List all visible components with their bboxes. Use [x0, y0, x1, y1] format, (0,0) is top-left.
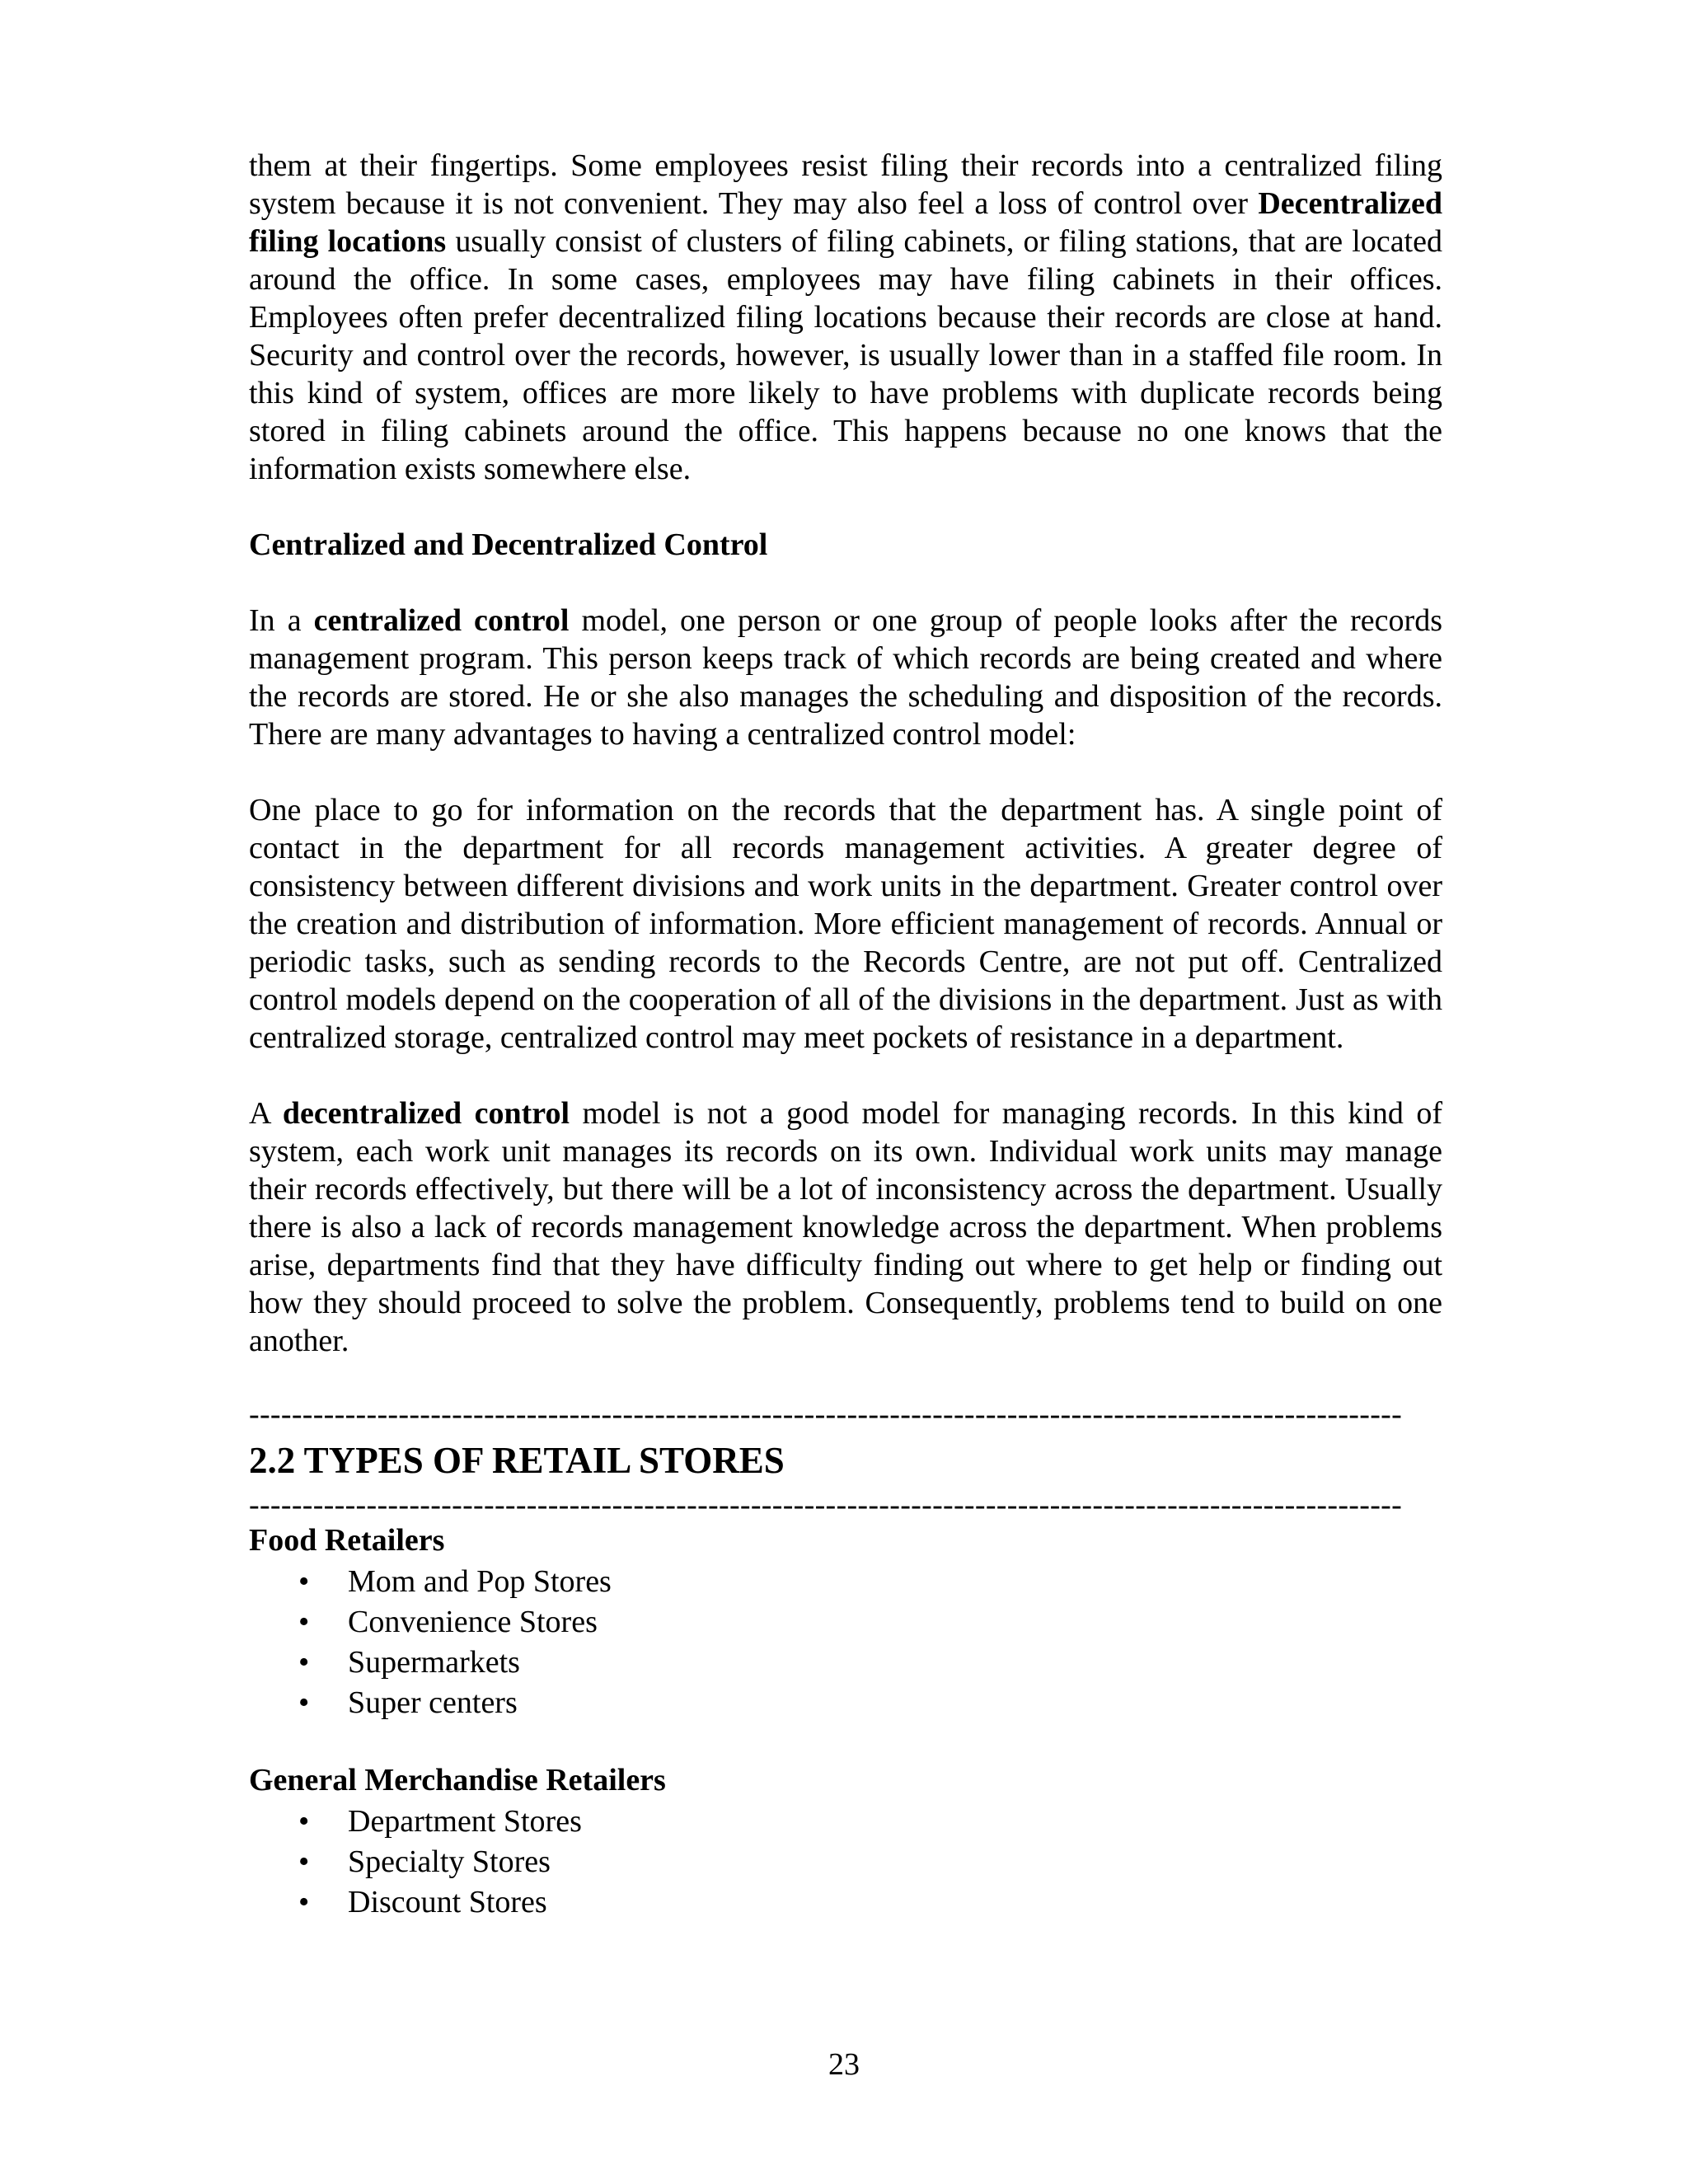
decentralized-text-a: A [249, 1096, 283, 1131]
bullet-icon: • [298, 1564, 310, 1599]
list-item [249, 1602, 1442, 1643]
centralized-text-a: In a [249, 603, 314, 638]
list-item [249, 1683, 1442, 1723]
list-item-text: Convenience Stores [348, 1605, 598, 1639]
advantages-paragraph: One place to go for information on the records that the department has. A single point of contact in the department for all records management activities. A greater degree of consistency between different divisions and work units in the department. Greater control over the creation and distribution of information. More efficient management of records. Annual or periodic tasks, such as sending records to the Records Centre, are not put off. Centralized control models depend on the cooperation of all of the divisions in the department. Just as with centralized storage, centralized control may meet pockets of resistance in a department. [249, 793, 1442, 1055]
page-number: 23 [828, 2047, 860, 2082]
bullet-icon: • [298, 1605, 310, 1639]
food-retailers-list [249, 1562, 1442, 1723]
list-item-text: Specialty Stores [348, 1844, 551, 1879]
bullet-icon: • [298, 1645, 310, 1680]
decentralized-text-b: model is not a good model for managing records. In this kind of system, each work unit manages its records on its own. Individual work units may manage their records effectively, but there will be a lot of inconsistency across the department. Usually there is also a lack of records management knowledge across the department. When problems arise, departments find that they have difficulty finding out where to get help or finding out how they should proceed to solve the problem. Consequently, problems tend to build on one another. [249, 1096, 1442, 1358]
general-merchandise-block [249, 1761, 1442, 1923]
list-item [249, 1643, 1442, 1683]
list-item [249, 1802, 1442, 1842]
list-item [249, 1842, 1442, 1882]
general-merchandise-title: General Merchandise Retailers [249, 1763, 666, 1797]
decentralized-control-paragraph [249, 1094, 1442, 1360]
decentralized-bold-term: decentralized control [282, 1096, 570, 1131]
divider-bottom: ------------------------------------------------------------------------------------------------------------ [249, 1488, 1403, 1521]
bullet-icon: • [298, 1685, 310, 1720]
intro-text-a: them at their fingertips. Some employees resist filing their records into a centralized filing system because it is not convenient. They may also feel a loss of control over [249, 148, 1442, 221]
list-item-text: Discount Stores [348, 1885, 547, 1919]
control-section-heading: Centralized and Decentralized Control [249, 527, 768, 562]
divider-top: ------------------------------------------------------------------------------------------------------------ [249, 1398, 1403, 1431]
intro-text-b: usually consist of clusters of filing cabinets, or filing stations, that are located around the office. In some cases, employees may have filing cabinets in their offices. Employees often prefer decentralized filing locations because their records are close at hand. Security and control over the records, however, is usually lower than in a staffed file room. In this kind of system, offices are more likely to have problems with duplicate records being stored in filing cabinets around the office. This happens because no one knows that the information exists somewhere else. [249, 224, 1442, 486]
food-retailers-title: Food Retailers [249, 1523, 445, 1558]
list-item-text: Mom and Pop Stores [348, 1564, 612, 1599]
list-item [249, 1882, 1442, 1923]
centralized-control-paragraph [249, 602, 1442, 753]
chapter-heading: 2.2 TYPES OF RETAIL STORES [249, 1440, 785, 1481]
bullet-icon: • [298, 1844, 310, 1879]
list-item-text: Super centers [348, 1685, 518, 1720]
bullet-icon: • [298, 1804, 310, 1839]
list-item [249, 1562, 1442, 1602]
centralized-bold-term: centralized control [313, 603, 570, 638]
document-page [249, 147, 1442, 1961]
general-merchandise-list [249, 1802, 1442, 1923]
food-retailers-block [249, 1521, 1442, 1723]
intro-paragraph [249, 147, 1442, 488]
bullet-icon: • [298, 1885, 310, 1919]
list-item-text: Department Stores [348, 1804, 582, 1839]
intro-bold-term: Decentralized filing locations [249, 186, 1442, 259]
centralized-text-b: model, one person or one group of people looks after the records management program. This person keeps track of which records are being created and where the records are stored. He or she also manages the scheduling and disposition of the records. There are many advantages to having a centralized control model: [249, 603, 1442, 752]
list-item-text: Supermarkets [348, 1645, 520, 1680]
